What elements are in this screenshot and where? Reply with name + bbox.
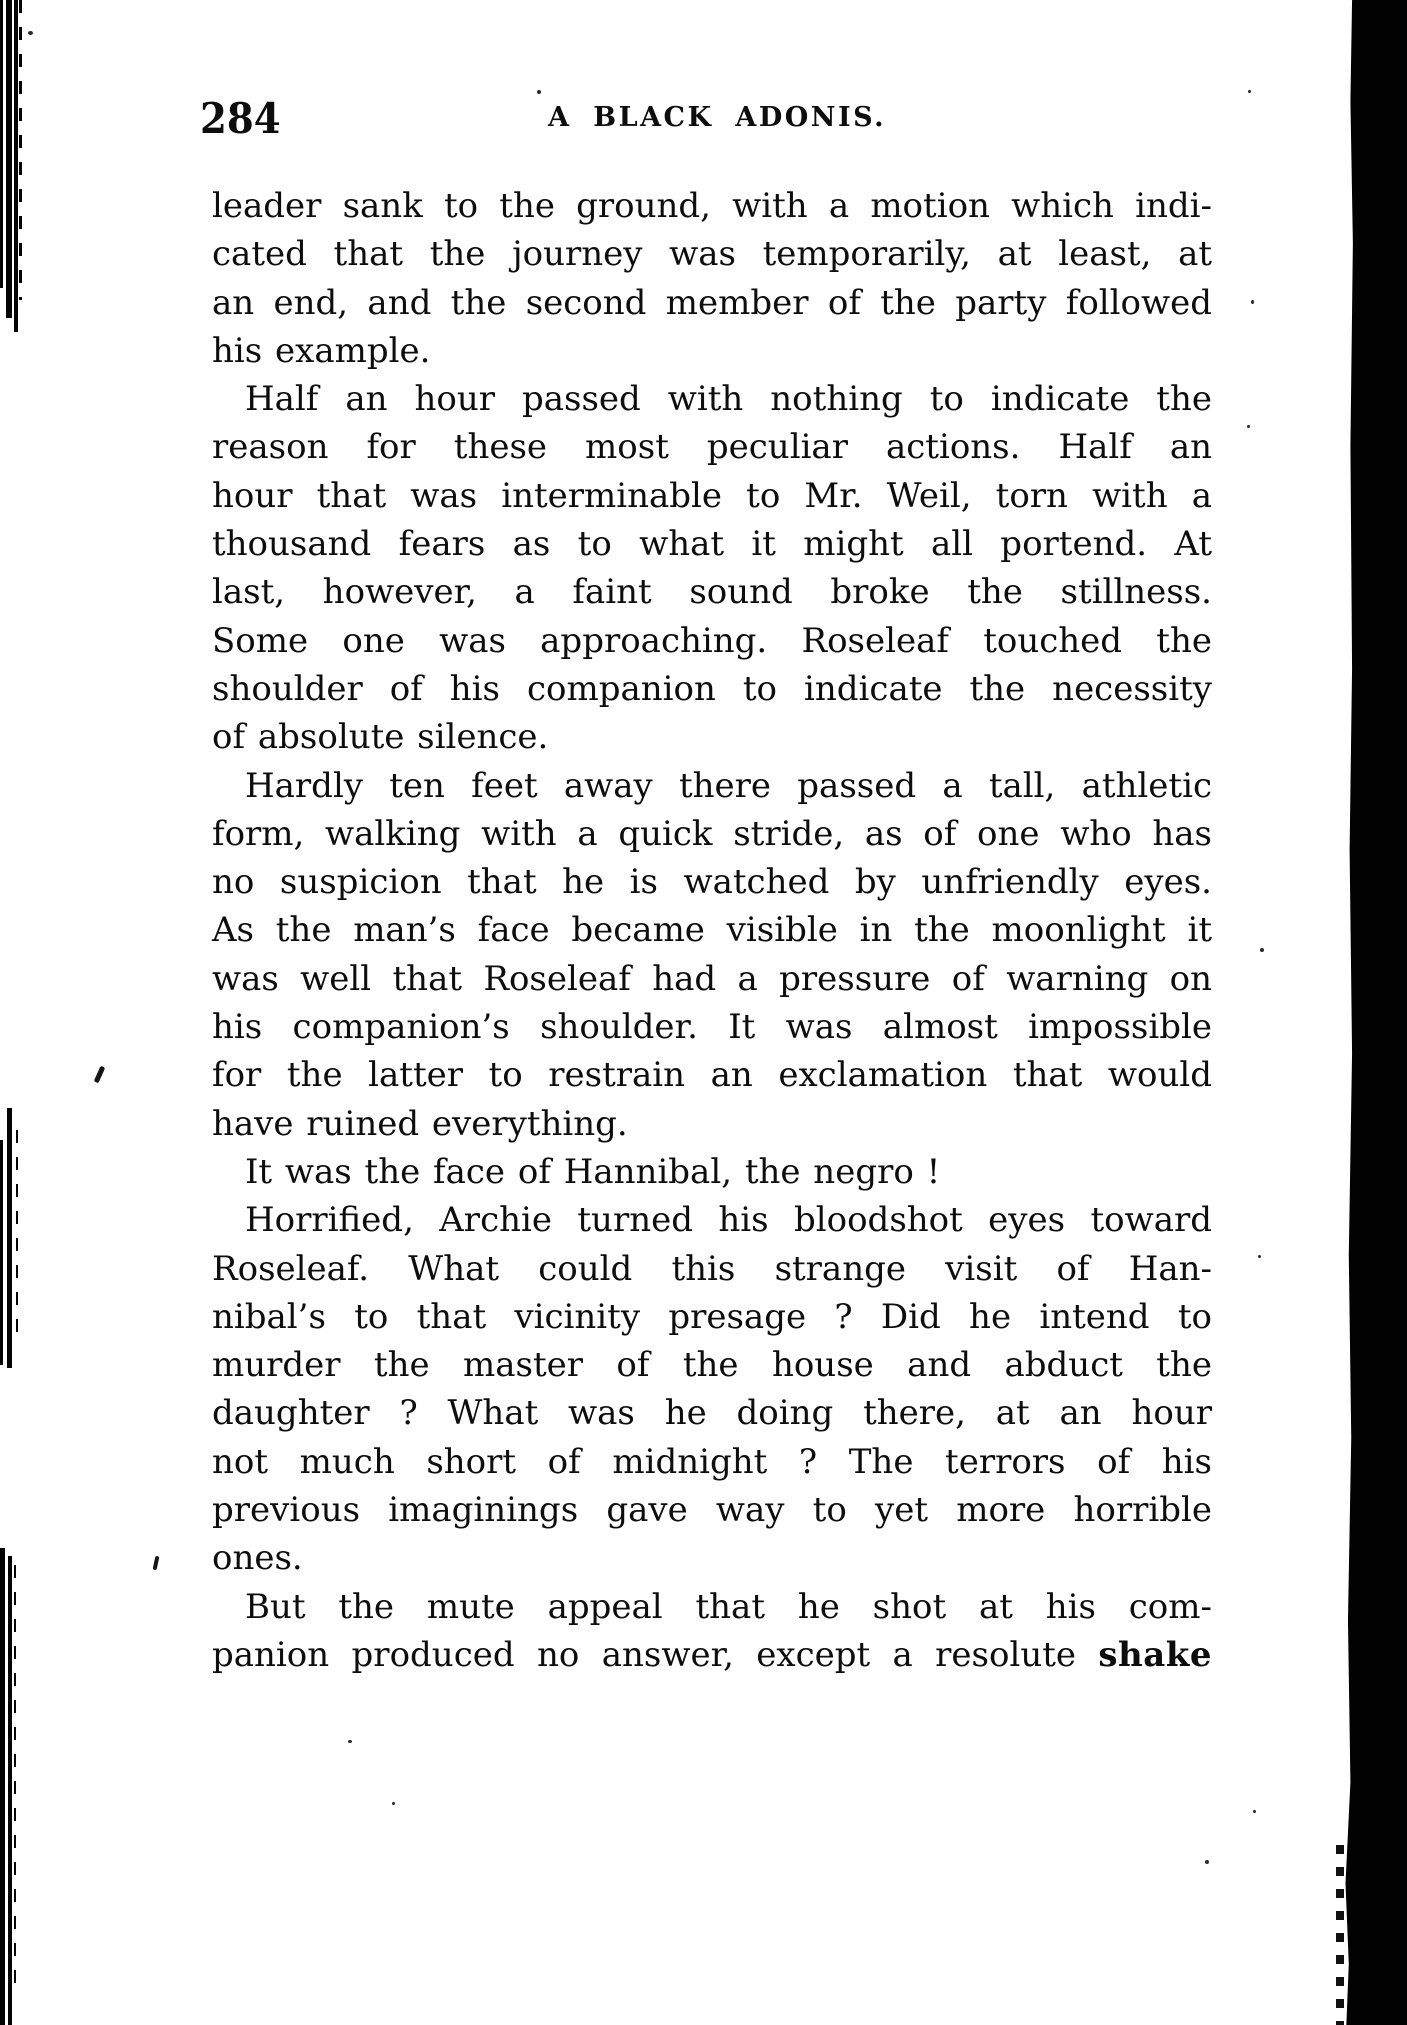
text-line: daughter ? What was he doing there, at an hour [212,1393,1212,1434]
text-line: Roseleaf. What could this strange visit of Han- [212,1248,1212,1289]
scan-speck [1251,300,1254,304]
scan-speck [1258,1255,1261,1258]
text-line: murder the master of the house and abduct the [212,1345,1212,1386]
text-line: Horrified, Archie turned his bloodshot eyes toward [245,1200,1212,1241]
scan-stripe [8,1556,12,2025]
text-line: ones. [212,1538,303,1579]
text-line: As the man’s face became visible in the moonlight it [212,910,1212,951]
text-line: reason for these most peculiar actions. Half an [212,427,1212,468]
text-column [212,182,1212,1679]
text-line: shoulder of his companion to indicate the necessity [212,668,1212,709]
text-line: Half an hour passed with nothing to indicate the [245,379,1212,420]
text-line: cated that the journey was temporarily, at least, at [212,234,1212,275]
text-line: his example. [212,330,431,371]
text-line: last, however, a faint sound broke the stillness. [212,572,1212,613]
text-line: was well that Roseleaf had a pressure of warning on [212,958,1212,999]
scan-stripe [6,0,12,318]
page-number: 284 [200,94,281,143]
scan-speck [1260,948,1264,952]
scan-speck [28,31,33,35]
text-line-segment: panion produced no answer, except a resolute [212,1634,1099,1675]
scan-mark [94,1066,105,1084]
scan-mark [153,1556,160,1571]
text-line: hour that was interminable to Mr. Weil, torn with a [212,475,1212,516]
text-line: his companion’s shoulder. It was almost impossible [212,1007,1212,1048]
text-line: Hardly ten feet away there passed a tall, athletic [245,765,1212,806]
scan-stripe [0,0,3,288]
scan-speck [1253,1810,1256,1813]
text-line: previous imaginings gave way to yet more horrible [212,1490,1212,1531]
text-line: Some one was approaching. Roseleaf touched the [212,620,1212,661]
scan-speck [348,1740,352,1743]
text-line: of absolute silence. [212,717,549,758]
text-line: not much short of midnight ? The terrors of his [212,1441,1212,1482]
scan-speck [1248,90,1251,93]
text-line: for the latter to restrain an exclamation that would [212,1055,1212,1096]
scan-speck [1205,1860,1209,1864]
text-line: thousand fears as to what it might all portend. At [212,524,1212,565]
scan-stripe [7,1108,12,1368]
text-line: an end, and the second member of the party followed [212,282,1212,323]
text-line: It was the face of Hannibal, the negro ! [245,1151,941,1192]
text-line: But the mute appeal that he shot at his com- [245,1586,1212,1627]
running-title: A BLACK ADONIS. [547,102,887,133]
text-line: nibal’s to that vicinity presage ? Did he intend to [212,1296,1212,1337]
text-line-segment-bold: shake [1098,1634,1212,1675]
scan-band-noise [1336,1845,1344,2025]
scan-stripe [19,0,22,300]
scan-stripe [14,0,18,332]
scan-band [1325,0,1407,2025]
scan-speck [392,1802,395,1805]
text-line: form, walking with a quick stride, as of one who has [212,813,1212,854]
scan-stripe [0,1548,5,2025]
text-line: leader sank to the ground, with a motion which indi- [212,186,1212,226]
scan-stripe [14,1565,16,1985]
text-line: no suspicion that he is watched by unfriendly eyes. [212,862,1212,903]
scan-speck [537,90,541,94]
text-line: have ruined everything. [212,1103,628,1144]
scan-speck [1247,425,1250,428]
scan-stripe [16,1130,18,1340]
scan-stripe [0,1140,3,1365]
text-line [212,1631,1212,1679]
